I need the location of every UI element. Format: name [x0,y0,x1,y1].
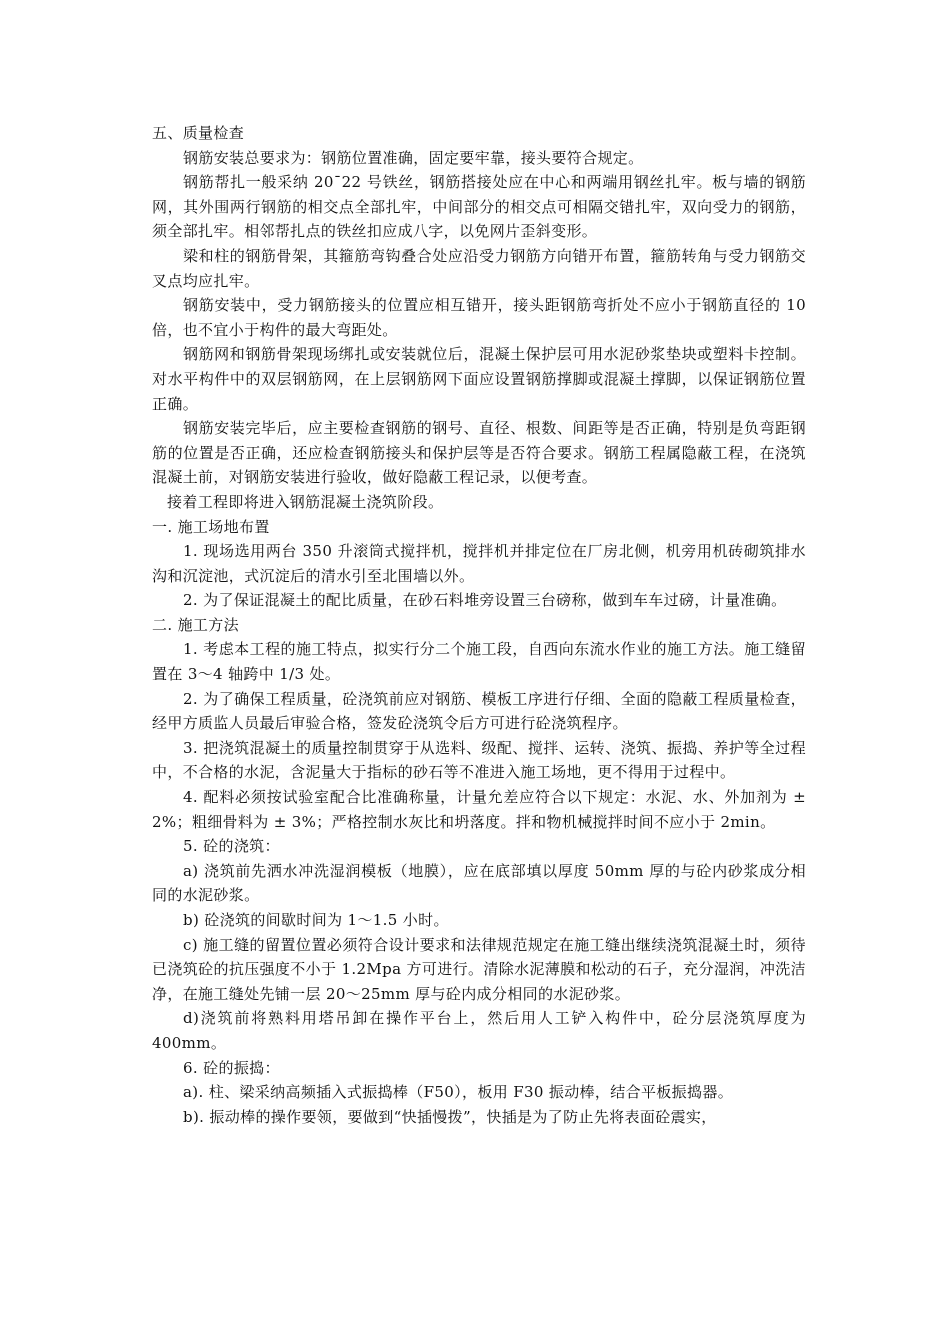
section-heading: 二. 施工方法 [152,615,239,634]
paragraph: 钢筋安装中，受力钢筋接头的位置应相互错开，接头距钢筋弯折处不应小于钢筋直径的 10 倍，也不宜小于构件的最大弯距处。 [152,296,806,339]
paragraph: c) 施工缝的留置位置必须符合设计要求和法律规范规定在施工缝出继续浇筑混凝土时，须待已浇筑砼的抗压强度不小于 1.2Mpa 方可进行。清除水泥薄膜和松动的石子，充分湿润，冲洗洁净，在施工缝处先铺一层 20～25mm 厚与砼内成分相同的水泥砂浆。 [152,935,806,1003]
paragraph: d)浇筑前将熟料用塔吊卸在操作平台上，然后用人工铲入构件中，砼分层浇筑厚度为 400mm。 [152,1009,806,1052]
paragraph: a). 柱、梁采纳高频插入式振捣棒（F50），板用 F30 振动棒，结合平板振捣器。 [183,1083,734,1102]
paragraph: 2. 为了保证混凝土的配比质量，在砂石料堆旁设置三台磅称，做到车车过磅，计量准确。 [183,591,787,610]
paragraph: b). 振动棒的操作要领，要做到“快插慢拨”，快插是为了防止先将表面砼震实， [183,1107,717,1126]
paragraph: a) 浇筑前先洒水冲洗湿润模板（地膜），应在底部填以厚度 50mm 厚的与砼内砂浆成分相同的水泥砂浆。 [152,861,806,905]
paragraph: 1. 考虑本工程的施工特点，拟实行分二个施工段，自西向东流水作业的施工方法。施工缝留置在 3～4 轴跨中 1/3 处。 [152,640,806,684]
paragraph: 梁和柱的钢筋骨架，其箍筋弯钩叠合处应沿受力钢筋方向错开布置，箍筋转角与受力钢筋交叉点均应扎牢。 [152,246,806,290]
section-heading: 一. 施工场地布置 [152,517,270,536]
paragraph: 5. 砼的浇筑： [183,837,280,856]
paragraph: 4. 配料必须按试验室配合比准确称量，计量允差应符合以下规定：水泥、水、外加剂为 ± 2%；粗细骨料为 ± 3%；严格控制水灰比和坍落度。拌和物机械搅拌时间不应小于 2min。 [152,788,806,831]
paragraph: b) 砼浇筑的间歇时间为 1～1.5 小时。 [183,911,449,929]
paragraph: 1. 现场选用两台 350 升滚筒式搅拌机，搅拌机并排定位在厂房北侧，机旁用机砖砌筑排水沟和沉淀池，式沉淀后的清水引至北围墙以外。 [152,542,806,585]
paragraph: 钢筋安装总要求为：钢筋位置准确，固定要牢靠，接头要符合规定。 [183,148,644,167]
paragraph: 3. 把浇筑混凝土的质量控制贯穿于从选料、级配、搅拌、运转、浇筑、振捣、养护等全过程中，不合格的水泥，含泥量大于指标的砂石等不准进入施工场地，更不得用于过程中。 [152,738,806,782]
document-body [152,121,806,1129]
paragraph: 钢筋网和钢筋骨架现场绑扎或安装就位后，混凝土保护层可用水泥砂浆垫块或塑料卡控制。对水平构件中的双层钢筋网，在上层钢筋网下面应设置钢筋撑脚或混凝土撑脚，以保证钢筋位置正确。 [152,345,806,413]
paragraph: 6. 砼的振捣： [183,1058,280,1077]
paragraph: 钢筋帮扎一般采纳 20¯22 号铁丝，钢筋搭接处应在中心和两端用钢丝扎牢。板与墙的钢筋网，其外围两行钢筋的相交点全部扎牢，中间部分的相交点可相隔交错扎牢，双向受力的钢筋，须全部扎牢。相邻帮扎点的铁丝扣应成八字，以免网片歪斜变形。 [152,173,806,241]
paragraph: 接着工程即将进入钢筋混凝土浇筑阶段。 [167,492,444,511]
paragraph: 钢筋安装完毕后，应主要检查钢筋的钢号、直径、根数、间距等是否正确，特别是负弯距钢筋的位置是否正确，还应检查钢筋接头和保护层等是否符合要求。钢筋工程属隐蔽工程，在浇筑混凝土前，对钢筋安装进行验收，做好隐蔽工程记录，以便考查。 [152,419,806,487]
paragraph: 2. 为了确保工程质量，砼浇筑前应对钢筋、模板工序进行仔细、全面的隐蔽工程质量检查，经甲方质监人员最后审验合格，签发砼浇筑令后方可进行砼浇筑程序。 [152,689,806,733]
section-heading: 五、质量检查 [152,124,245,142]
